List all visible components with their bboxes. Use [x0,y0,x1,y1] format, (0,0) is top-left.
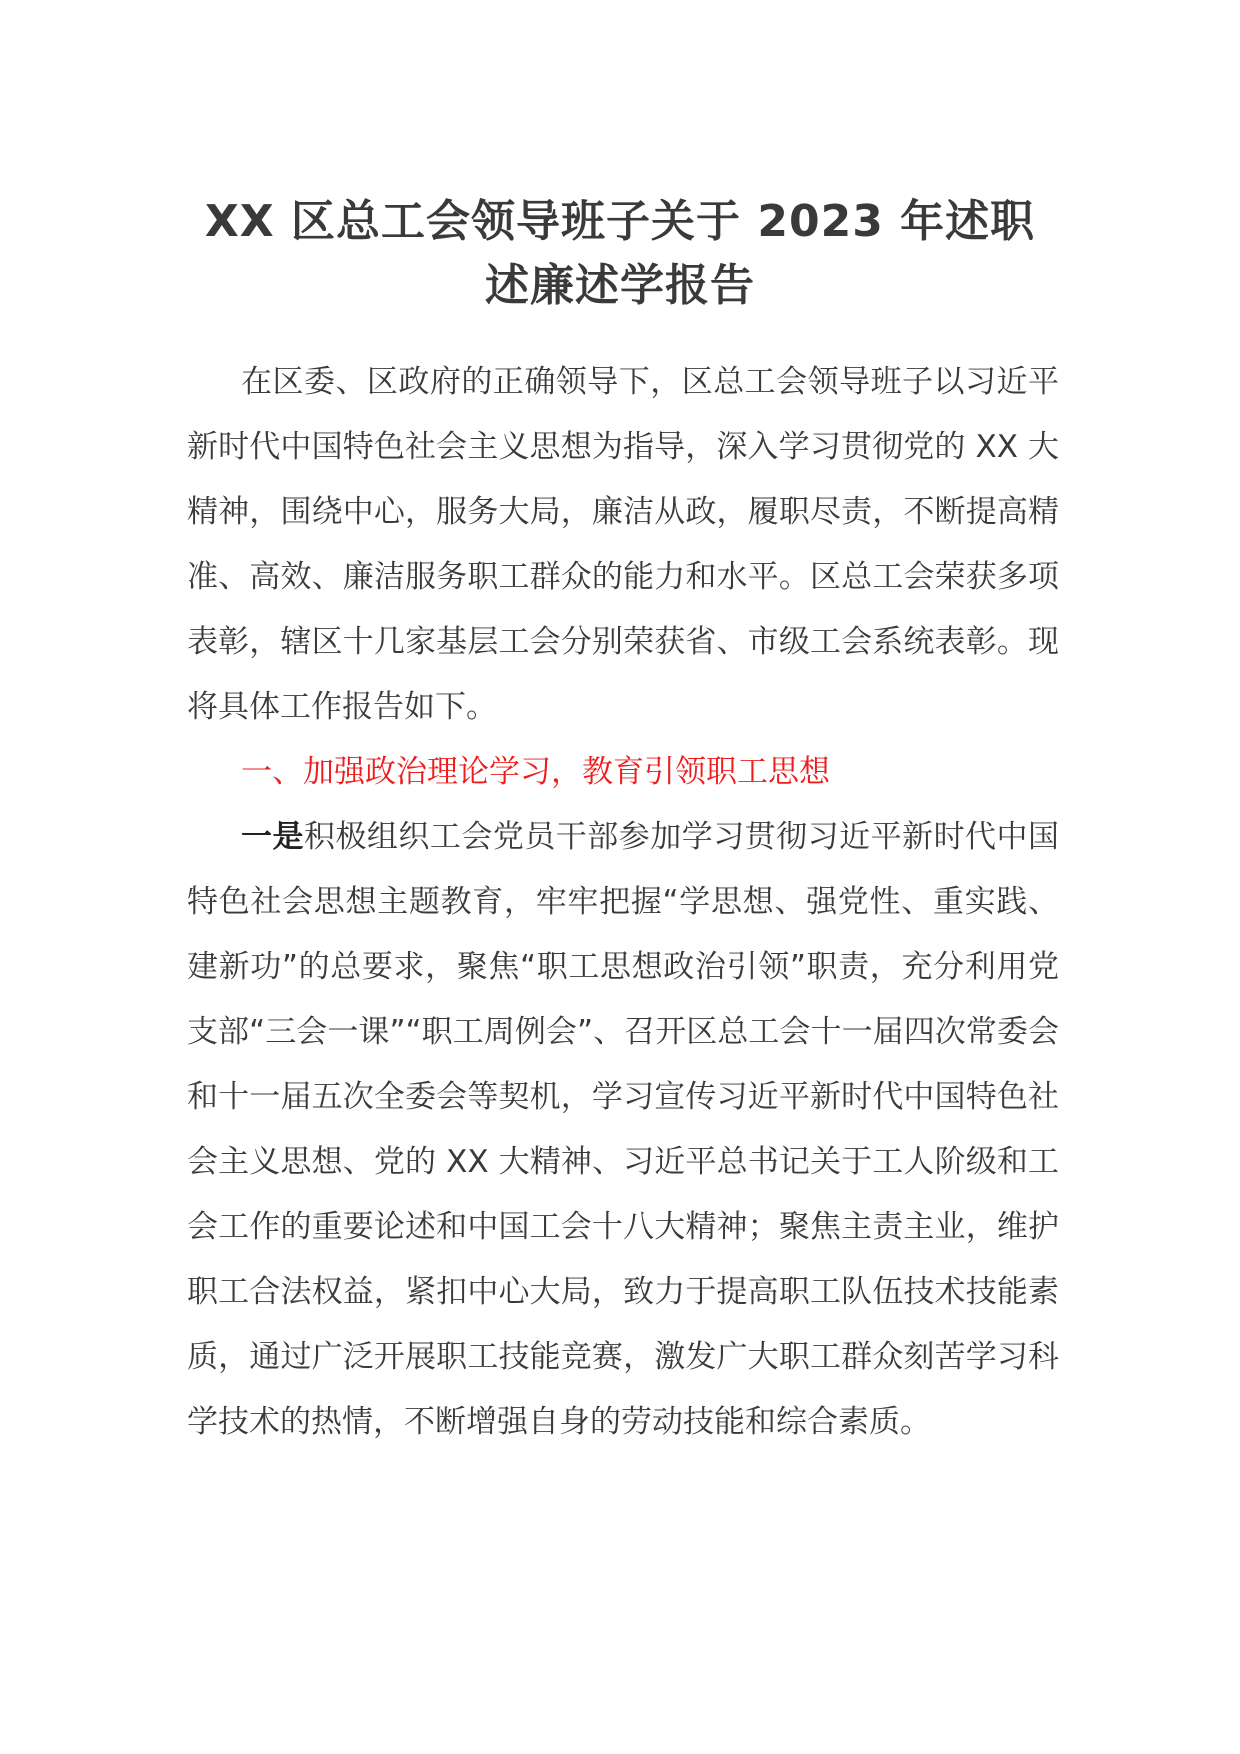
section-1-text: 积极组织工会党员干部参加学习贯彻习近平新时代中国特色社会思想主题教育，牢牢把握“学思想、强党性、重实践、建新功”的总要求，聚焦“职工思想政治引领”职责，充分利用党支部“三会一课”“职工周例会”、召开区总工会十一届四次常委会和十一届五次全委会等契机，学习宣传习近平新时代中国特色社会主义思想、党的 XX 大精神、习近平总书记关于工人阶级和工会工作的重要论述和中国工会十八大精神；聚焦主责主业，维护职工合法权益，紧扣中心大局，致力于提高职工队伍技术技能素质，通过广泛开展职工技能竞赛，激发广大职工群众刻苦学习科学技术的热情，不断增强自身的劳动技能和综合素质。 [187,819,1060,1440]
section-1-lead: 一是 [241,819,304,855]
section-1-heading: 一、加强政治理论学习，教育引领职工思想 [241,754,830,790]
title-line-2: 述廉述学报告 [485,260,755,311]
document-title [180,190,1060,318]
intro-paragraph: 在区委、区政府的正确领导下，区总工会领导班子以习近平新时代中国特色社会主义思想为指导，深入学习贯彻党的 XX 大精神，围绕中心，服务大局，廉洁从政，履职尽责，不断提高精准、高效、廉洁服务职工群众的能力和水平。区总工会荣获多项表彰，辖区十几家基层工会分别荣获省、市级工会系统表彰。现将具体工作报告如下。 [187,364,1059,725]
title-line-1: XX 区总工会领导班子关于 2023 年述职 [204,196,1036,247]
section-1-paragraph [187,805,1059,1455]
